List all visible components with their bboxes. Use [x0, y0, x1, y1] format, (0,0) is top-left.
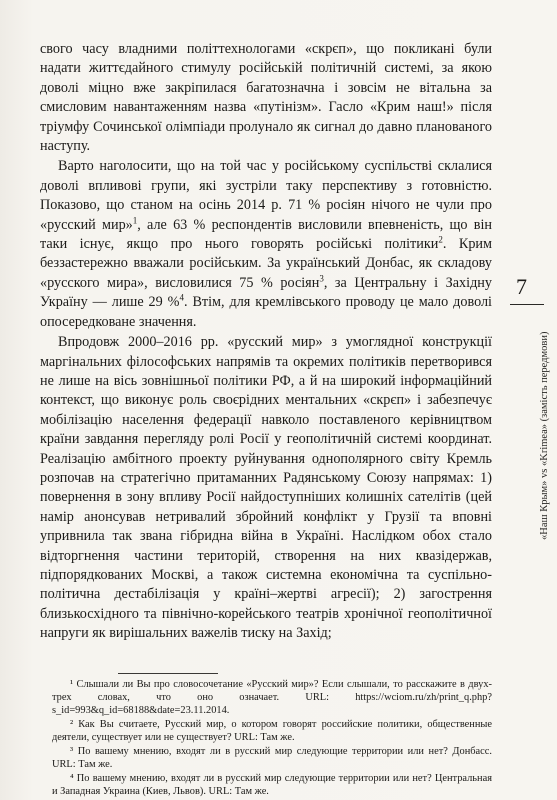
footnote-divider — [118, 673, 218, 674]
footnote-ref-2[interactable]: 2 — [438, 234, 443, 245]
paragraph-continuation — [40, 40, 492, 156]
paragraph-russian-society — [40, 157, 492, 332]
text-run: Впродовж 2000–2016 рр. «русский мир» з умоглядної конструкції маргінальних філософських напрямів та окремих політиків перетворився не лише на вісь зовнішньої політики РФ, а й на широкий інформаційний контекст, що виконує роль своєрідних ментальних «скрєп» і забезпечує мобілізацію населення федерації навколо поставленого керівництвом країни завдання перегляду ролі Росії у геополітичній системі координат. Реалізацію амбітного проекту руйнування однополярного світу Кремль розпочав на стратегічно притаманних Радянському Союзу напрямах: 1) повернення в зону впливу Росії найдоступніших колишніх сателітів (цей намір анонсував нетривалий збройний конфлікт у Грузії та вповні упривнила так звана гібридна війна в Україні. Наслідком обох стало відторгнення частини територій, створення на них квазідержав, підпорядкованих Москві, а також системна економічна та суспільно-політична дестабілізація у країні–жертві агресії); 2) загострення близькосхідного та північно-корейського театрів хронічної геополітичної напруги як вирішальних важелів тиску на Захід; — [40, 334, 492, 642]
footnote-3: ³ По вашему мнению, входят ли в русский мир следующие территории или нет? Донбасс. URL: Там же. — [52, 746, 492, 770]
footnote-ref-4[interactable]: 4 — [179, 292, 184, 303]
page-number-rule — [510, 304, 544, 305]
running-head: «Наш Крым» vs «Krimea» (замість передмови) — [539, 331, 550, 540]
footnote-ref-1[interactable]: 1 — [132, 214, 138, 225]
text-run: свого часу владними політтехнологами «скрєп», що покликані були надати життєдайного стимулу російській політичній системі, за якою доволі міцно вже закріпилася багатозначна і зовсім не вітальна за смисловим навантаженням назва «путінізм». Гасло «Крим наш!» після тріумфу Сочинської олімпіади пролунало як сигнал до давно планованого наступу. — [40, 41, 492, 155]
text-run: . Втім, для кремлівського проводу це мало доволі опосередковане значення. — [40, 294, 492, 330]
footnote-2: ² Как Вы считаете, Русский мир, о котором говорят российские политики, общественные деятели, существует или не существует? URL: Там же. — [52, 719, 492, 743]
text-run: , але 63 % респондентів висловили впевненість, що він таки існує, якщо про нього говорять російські політики — [40, 216, 492, 253]
text-run: , за Центральну і Західну Україну — лише 29 % — [40, 274, 492, 311]
main-text — [40, 40, 492, 644]
footnote-4: ⁴ По вашему мнению, входят ли в русский мир следующие территории или нет? Центральная и Западная Украина (Киев, Львов). URL: Там же. — [52, 773, 492, 797]
paragraph-russian-world-policy — [40, 333, 492, 644]
footnotes — [52, 678, 492, 799]
page-number: 7 — [516, 274, 527, 299]
text-run: Варто наголосити, що на той час у російському суспільстві склалися доволі впливові групи, які зустріли таку перспективу з готовністю. Показово, що станом на осінь 2014 р. 71 % росіян нічого не чули про «русский мир» — [40, 158, 492, 233]
footnote-1: ¹ Слышали ли Вы про словосочетание «Русский мир»? Если слышали, то расскажите в двух-трех словах, что оно означает. URL: https://wciom.ru/zh/print_q.php?s_id=993&q_id=68188&date=23.11.2014. — [52, 679, 492, 716]
text-run: . Крим беззастережно вважали російським. За український Донбас, як складову «русского мира», висловилися 75 % росіян — [40, 236, 492, 291]
footnote-ref-3[interactable]: 3 — [319, 273, 324, 284]
